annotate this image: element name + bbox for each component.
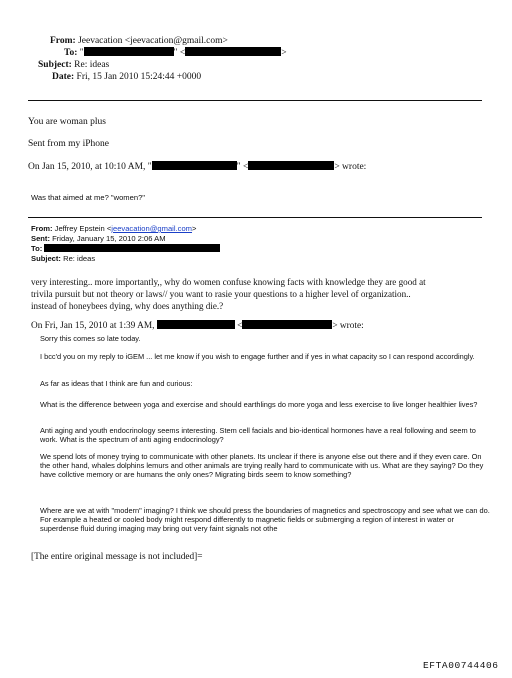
quoted2-paragraph-7: Where are we at with "modern" imaging? I think we should press the boundaries of magnetics and spectroscopy and see what we can do. For example a heated or cooled body might respond differently to magnetic fields or submerging a region of interest in water or superdense fluid during imaging may bring out very faint signals not othe (40, 506, 490, 533)
header-date-label: Date: (52, 72, 75, 82)
quoted2-paragraph-1: Sorry this comes so late today. (40, 334, 141, 343)
body2-line-3: instead of honeybees dying, why does anything die.? (31, 301, 224, 311)
email2-sent-value: Friday, January 15, 2010 2:06 AM (52, 234, 166, 243)
body2-line-2: trivila pursuit but not theory or laws// you want to rasie your questions to a higher level of organization.. (31, 289, 411, 299)
redaction-bar (242, 320, 332, 329)
reply-on-suffix: > wrote: (334, 162, 367, 172)
email2-subject-value: Re: ideas (63, 254, 96, 263)
reply-line-1: You are woman plus (28, 117, 106, 127)
quoted2-paragraph-3: As far as ideas that I think are fun and curious: (40, 379, 193, 388)
quoted2-paragraph-6: We spend lots of money trying to communicate with other planets. Its unclear if there is anyone else out there and if they even care. On the other hand, whales dolphins lemurs and other animals are trying really hard to communicate with us. What are they saying? Do they have collctive memory or are humans the only ones? Migrating birds seem to know something? (40, 452, 484, 479)
email2-from-row (31, 224, 196, 234)
redaction-bar (185, 47, 281, 56)
email2-subject-row (31, 254, 95, 264)
onfri-suffix: > wrote: (332, 321, 364, 331)
header-to-row (64, 47, 287, 59)
quoted-question: Was that aimed at me? "women?" (31, 193, 146, 202)
truncation-note: [The entire original message is not included]= (31, 552, 203, 562)
redaction-bar (44, 244, 220, 252)
email2-subject-label: Subject: (31, 254, 61, 263)
bates-number: EFTA00744406 (423, 660, 499, 671)
email2-from-close: > (192, 224, 197, 233)
reply-on-line (28, 161, 366, 172)
header-to-label: To: (64, 48, 78, 58)
onfri-mid: < (237, 321, 243, 331)
email2-sent-label: Sent: (31, 234, 50, 243)
reply-on-prefix: On Jan 15, 2010, at 10:10 AM, " (28, 162, 152, 172)
header-from-row (50, 35, 228, 47)
onfri-line (31, 320, 364, 331)
quoted2-paragraph-4: What is the difference between yoga and exercise and should earthlings do more yoga and less exercise to live longer healthier lives? (40, 400, 478, 409)
email2-from-label: From: (31, 224, 53, 233)
reply-line-2: Sent from my iPhone (28, 139, 110, 149)
email2-to-label: To: (31, 244, 43, 253)
onfri-prefix: On Fri, Jan 15, 2010 at 1:39 AM, (31, 321, 155, 331)
redaction-bar (248, 161, 334, 170)
redaction-bar (157, 320, 235, 329)
quoted-divider (28, 217, 482, 218)
header-date-row (52, 71, 201, 83)
header-divider (28, 100, 482, 101)
email2-sent-row (31, 234, 166, 244)
email2-from-name: Jeffrey Epstein < (54, 224, 112, 233)
quoted2-paragraph-2: I bcc'd you on my reply to iGEM ... let me know if you wish to engage further and if yes in what capacity so I can respond accordingly. (40, 352, 475, 361)
email2-to-row (31, 244, 220, 254)
header-subject-label: Subject: (38, 60, 72, 70)
header-to-quote-mid: " < (173, 48, 186, 58)
header-from-value: Jeevacation <jeevacation@gmail.com> (78, 36, 228, 46)
header-to-quote-open: " (79, 48, 84, 58)
reply-on-mid: " < (236, 162, 249, 172)
redaction-bar (84, 47, 174, 56)
email2-from-email-link[interactable]: jeevacation@gmail.com (111, 224, 193, 233)
header-date-value: Fri, 15 Jan 2010 15:24:44 +0000 (76, 72, 202, 82)
quoted2-paragraph-5: Anti aging and youth endocrinology seems interesting. Stem cell facials and bio-identical hormones have a real following and seem to work. What is the spectrum of anti aging endocrinology? (40, 426, 476, 444)
header-to-close: > (281, 48, 287, 58)
header-subject-value: Re: ideas (74, 60, 110, 70)
header-subject-row (38, 59, 109, 71)
header-from-label: From: (50, 36, 76, 46)
redaction-bar (152, 161, 237, 170)
body2-line-1: very interesting.. more importantly,, why do women confuse knowing facts with knowledge they are good at (31, 277, 426, 287)
